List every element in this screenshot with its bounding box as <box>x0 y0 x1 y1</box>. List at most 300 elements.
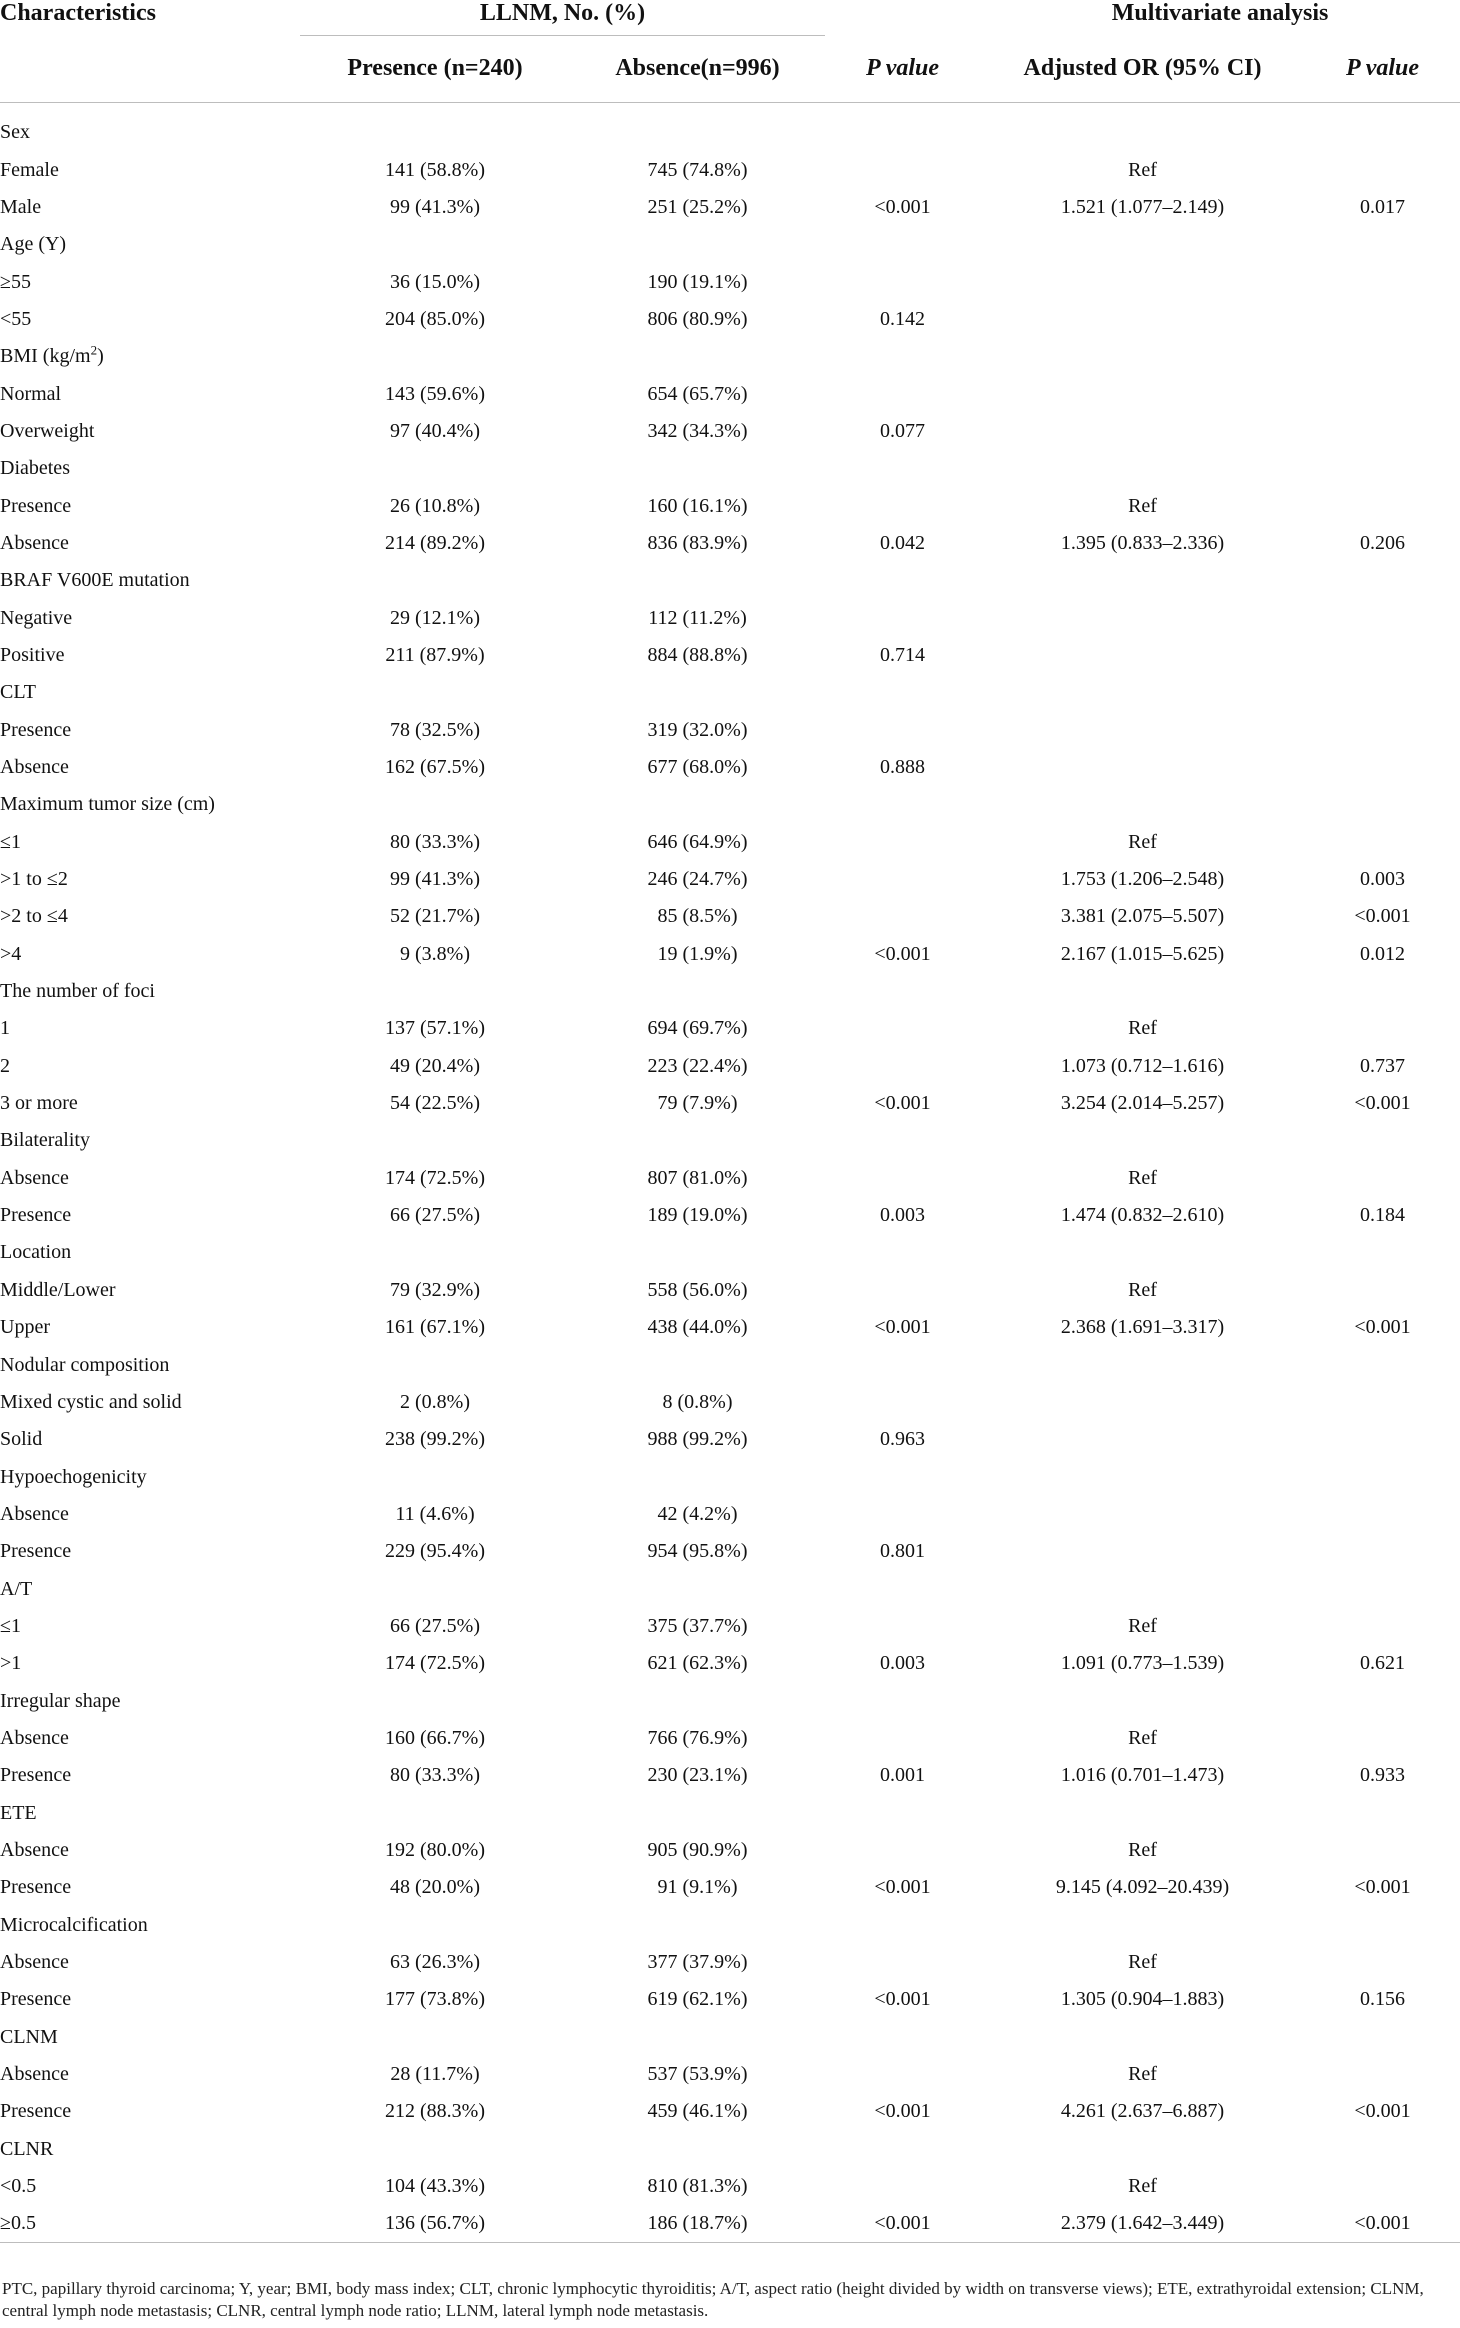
p-value-cell <box>825 2168 980 2205</box>
presence-cell: 11 (4.6%) <box>395 1502 475 1525</box>
absence-cell: 459 (46.1%) <box>647 2100 748 2123</box>
group-row <box>0 114 1460 151</box>
adjusted-or-cell: Ref <box>1128 2063 1157 2086</box>
adjusted-or-cell: Ref <box>1128 830 1157 853</box>
row-label: Presence <box>0 1204 72 1227</box>
p-value-cell: <0.001 <box>825 2205 980 2242</box>
table-row <box>0 861 1460 898</box>
adjusted-or-cell <box>980 301 1305 338</box>
adjusted-or-cell: Ref <box>1128 1726 1157 1749</box>
presence-cell: 229 (95.4%) <box>385 1540 485 1563</box>
multivariate-p-cell <box>1305 599 1460 636</box>
absence-cell: 251 (25.2%) <box>647 195 748 218</box>
row-label: Presence <box>0 718 72 741</box>
header-absence: Absence(n=996) <box>570 36 825 102</box>
group-label: CLNR <box>0 2137 54 2160</box>
p-value-cell <box>825 1384 980 1421</box>
p-value-cell <box>825 824 980 861</box>
p-value-cell: <0.001 <box>874 1876 931 1899</box>
group-row <box>0 226 1460 263</box>
row-label: 3 or more <box>0 1092 78 1115</box>
adjusted-or-cell <box>980 1496 1305 1533</box>
table-row <box>0 189 1460 226</box>
multivariate-p-cell: <0.001 <box>1354 2100 1411 2123</box>
group-row <box>0 2131 1460 2168</box>
adjusted-or-cell: Ref <box>1128 1614 1157 1637</box>
group-row <box>0 1346 1460 1383</box>
table-row <box>0 413 1460 450</box>
table-row <box>0 2093 1460 2130</box>
multivariate-p-cell <box>1305 1421 1460 1458</box>
row-label: Positive <box>0 643 65 666</box>
presence-cell: 66 (27.5%) <box>390 1614 480 1637</box>
presence-cell: 9 (3.8%) <box>400 942 470 965</box>
presence-cell: 79 (32.9%) <box>390 1278 480 1301</box>
absence-cell: 79 (7.9%) <box>657 1092 738 1115</box>
multivariate-p-cell: 0.933 <box>1360 1764 1406 1787</box>
group-row <box>0 338 1460 375</box>
multivariate-p-cell <box>1305 1608 1460 1645</box>
header-p-value-2: P value <box>1305 36 1460 102</box>
multivariate-p-cell <box>1305 263 1460 300</box>
table-row <box>0 525 1460 562</box>
multivariate-p-cell <box>1305 1944 1460 1981</box>
absence-cell: 190 (19.1%) <box>647 270 748 293</box>
table-row <box>0 824 1460 861</box>
p-value-cell <box>825 375 980 412</box>
absence-cell: 766 (76.9%) <box>647 1726 748 1749</box>
adjusted-or-cell <box>980 413 1305 450</box>
row-label: Absence <box>0 1951 69 1974</box>
table-row <box>0 1421 1460 1458</box>
p-value-cell <box>825 1832 980 1869</box>
row-label: ≥0.5 <box>0 2205 300 2242</box>
multivariate-p-cell <box>1305 1160 1460 1197</box>
absence-cell: 85 (8.5%) <box>657 905 738 928</box>
row-label: >2 to ≤4 <box>0 905 68 928</box>
table-row <box>0 1757 1460 1794</box>
presence-cell: 211 (87.9%) <box>385 643 485 666</box>
absence-cell: 646 (64.9%) <box>647 830 748 853</box>
presence-cell: 136 (56.7%) <box>300 2205 570 2242</box>
presence-cell: 212 (88.3%) <box>385 2100 485 2123</box>
group-label: Age (Y) <box>0 233 67 256</box>
adjusted-or-cell: 2.379 (1.642–3.449) <box>980 2205 1305 2242</box>
p-value-cell <box>825 151 980 188</box>
presence-cell: 80 (33.3%) <box>390 830 480 853</box>
p-value-cell <box>825 599 980 636</box>
presence-cell: 177 (73.8%) <box>385 1988 485 2011</box>
adjusted-or-cell <box>980 375 1305 412</box>
presence-cell: 66 (27.5%) <box>390 1204 480 1227</box>
group-label: BRAF V600E mutation <box>0 569 190 592</box>
table-row <box>0 1197 1460 1234</box>
adjusted-or-cell: 1.753 (1.206–2.548) <box>1060 868 1225 891</box>
row-label: Mixed cystic and solid <box>0 1390 182 1413</box>
multivariate-p-cell <box>1305 2056 1460 2093</box>
row-label: Male <box>0 195 42 218</box>
row-label: Solid <box>0 1428 43 1451</box>
presence-cell: 36 (15.0%) <box>390 270 480 293</box>
row-label: Female <box>0 158 59 181</box>
group-row <box>0 1234 1460 1271</box>
multivariate-p-cell <box>1305 487 1460 524</box>
table-row <box>0 1981 1460 2018</box>
row-label: Absence <box>0 1166 69 1189</box>
row-label: Absence <box>0 2063 69 2086</box>
absence-cell: 112 (11.2%) <box>648 606 747 629</box>
presence-cell: 192 (80.0%) <box>385 1838 485 1861</box>
multivariate-p-cell <box>1305 1496 1460 1533</box>
absence-cell: 189 (19.0%) <box>647 1204 748 1227</box>
presence-cell: 137 (57.1%) <box>385 1017 485 1040</box>
row-label: Normal <box>0 382 62 405</box>
group-label: Maximum tumor size (cm) <box>0 793 215 816</box>
p-value-cell <box>825 1944 980 1981</box>
row-label: Presence <box>0 494 72 517</box>
multivariate-p-cell <box>1305 1533 1460 1570</box>
group-label: The number of foci <box>0 980 155 1003</box>
absence-cell: 807 (81.0%) <box>647 1166 748 1189</box>
absence-cell: 91 (9.1%) <box>657 1876 738 1899</box>
table-footnote: PTC, papillary thyroid carcinoma; Y, year; BMI, body mass index; CLT, chronic lymphocytic thyroiditis; A/T, aspect ratio (height divided by width on transverse views); ETE, extrathyroidal extension; CLNM, central lymph node metastasis; CLNR, central lymph node ratio; LLNM, lateral lymph node metastasis. <box>2 2279 1424 2320</box>
group-label: Location <box>0 1241 72 1264</box>
table-row <box>0 1869 1460 1906</box>
absence-cell: 619 (62.1%) <box>647 1988 748 2011</box>
multivariate-p-cell <box>1305 749 1460 786</box>
table-row <box>0 1384 1460 1421</box>
table-row <box>0 749 1460 786</box>
header-p-value: P value <box>825 36 980 102</box>
row-label: Presence <box>0 1540 72 1563</box>
p-value-cell: 0.042 <box>880 531 926 554</box>
absence-cell: 223 (22.4%) <box>647 1054 748 1077</box>
multivariate-p-cell <box>1305 712 1460 749</box>
absence-cell: 745 (74.8%) <box>647 158 748 181</box>
presence-cell: 214 (89.2%) <box>385 531 485 554</box>
group-label: A/T <box>0 1577 33 1600</box>
table-row <box>0 1160 1460 1197</box>
presence-cell: 80 (33.3%) <box>390 1764 480 1787</box>
table-row <box>0 487 1460 524</box>
presence-cell: 49 (20.4%) <box>390 1054 480 1077</box>
presence-cell: 26 (10.8%) <box>390 494 480 517</box>
p-value-cell <box>825 1272 980 1309</box>
adjusted-or-cell: 1.305 (0.904–1.883) <box>1060 1988 1225 2011</box>
group-label: Nodular composition <box>0 1353 170 1376</box>
row-label: Absence <box>0 1502 69 1525</box>
adjusted-or-cell <box>980 263 1305 300</box>
adjusted-or-cell: 1.091 (0.773–1.539) <box>1060 1652 1225 1675</box>
multivariate-p-cell: <0.001 <box>1354 1876 1411 1899</box>
absence-cell: 377 (37.9%) <box>647 1951 748 1974</box>
adjusted-or-cell: Ref <box>1128 494 1157 517</box>
adjusted-or-cell <box>980 712 1305 749</box>
group-label: ETE <box>0 1801 37 1824</box>
header-multivariate: Multivariate analysis <box>1111 0 1329 26</box>
table-row <box>0 712 1460 749</box>
absence-cell: 954 (95.8%) <box>647 1540 748 1563</box>
row-label: Upper <box>0 1316 50 1339</box>
table-row <box>0 1645 1460 1682</box>
adjusted-or-cell: 1.073 (0.712–1.616) <box>1060 1054 1225 1077</box>
multivariate-p-cell <box>1305 301 1460 338</box>
row-label: <55 <box>0 307 32 330</box>
row-label: Presence <box>0 2100 72 2123</box>
table-row <box>0 898 1460 935</box>
absence-cell: 319 (32.0%) <box>647 718 748 741</box>
adjusted-or-cell: Ref <box>1128 158 1157 181</box>
group-row <box>0 1907 1460 1944</box>
p-value-cell <box>825 487 980 524</box>
multivariate-p-cell <box>1305 413 1460 450</box>
p-value-cell <box>825 1720 980 1757</box>
multivariate-p-cell: 0.003 <box>1360 868 1406 891</box>
row-label: ≤1 <box>0 1614 21 1637</box>
multivariate-p-cell <box>1305 1272 1460 1309</box>
presence-cell: 174 (72.5%) <box>385 1652 485 1675</box>
group-label: Microcalcification <box>0 1913 148 1936</box>
multivariate-p-cell <box>1305 824 1460 861</box>
absence-cell: 537 (53.9%) <box>647 2063 748 2086</box>
presence-cell: 141 (58.8%) <box>385 158 485 181</box>
group-row <box>0 1458 1460 1495</box>
header-llnm <box>300 0 825 36</box>
absence-cell: 160 (16.1%) <box>647 494 748 517</box>
adjusted-or-cell: 3.254 (2.014–5.257) <box>1060 1092 1225 1115</box>
adjusted-or-cell: 2.368 (1.691–3.317) <box>1060 1316 1225 1339</box>
multivariate-p-cell: 0.737 <box>1360 1054 1406 1077</box>
multivariate-p-cell: <0.001 <box>1354 905 1411 928</box>
adjusted-or-cell: Ref <box>1128 2175 1157 2198</box>
absence-cell: 438 (44.0%) <box>647 1316 748 1339</box>
p-value-cell: <0.001 <box>874 1092 931 1115</box>
adjusted-or-cell: Ref <box>1128 1017 1157 1040</box>
multivariate-p-cell: 0.012 <box>1360 942 1406 965</box>
group-label: CLT <box>0 681 36 704</box>
adjusted-or-cell: Ref <box>1128 1166 1157 1189</box>
multivariate-p-cell: <0.001 <box>1305 2205 1460 2242</box>
table-row <box>0 263 1460 300</box>
adjusted-or-cell: Ref <box>1128 1951 1157 1974</box>
table-row <box>0 1272 1460 1309</box>
multivariate-p-cell: <0.001 <box>1354 1316 1411 1339</box>
multivariate-p-cell <box>1305 1720 1460 1757</box>
presence-cell: 161 (67.1%) <box>385 1316 485 1339</box>
p-value-cell: 0.003 <box>880 1204 926 1227</box>
presence-cell: 104 (43.3%) <box>385 2175 485 2198</box>
table-row <box>0 1085 1460 1122</box>
multivariate-p-cell: 0.621 <box>1360 1652 1406 1675</box>
group-row <box>0 562 1460 599</box>
p-value-cell: 0.077 <box>880 419 926 442</box>
adjusted-or-cell: Ref <box>1128 1278 1157 1301</box>
group-row <box>0 1122 1460 1159</box>
multivariate-p-cell <box>1305 375 1460 412</box>
adjusted-or-cell: 1.395 (0.833–2.336) <box>1060 531 1225 554</box>
presence-cell: 204 (85.0%) <box>385 307 485 330</box>
adjusted-or-cell: 3.381 (2.075–5.507) <box>1060 905 1225 928</box>
row-label: >1 to ≤2 <box>0 868 68 891</box>
row-label: Middle/Lower <box>0 1278 116 1301</box>
row-label: Absence <box>0 531 69 554</box>
adjusted-or-cell <box>980 1533 1305 1570</box>
presence-cell: 29 (12.1%) <box>390 606 480 629</box>
presence-cell: 2 (0.8%) <box>400 1390 470 1413</box>
table-row <box>0 2056 1460 2093</box>
p-value-cell <box>825 263 980 300</box>
multivariate-p-cell: 0.206 <box>1360 531 1406 554</box>
header-presence: Presence (n=240) <box>300 36 570 102</box>
multivariate-p-cell <box>1305 151 1460 188</box>
multivariate-p-cell: <0.001 <box>1354 1092 1411 1115</box>
absence-cell: 246 (24.7%) <box>647 868 748 891</box>
presence-cell: 143 (59.6%) <box>385 382 485 405</box>
group-label: BMI $(kg/m^2)$ <box>0 342 104 368</box>
multivariate-p-cell: 0.156 <box>1360 1988 1406 2011</box>
table-row <box>0 1944 1460 1981</box>
absence-cell: 342 (34.3%) <box>647 419 748 442</box>
absence-cell: 230 (23.1%) <box>647 1764 748 1787</box>
presence-cell: 63 (26.3%) <box>390 1951 480 1974</box>
group-row <box>0 1570 1460 1607</box>
presence-cell: 54 (22.5%) <box>390 1092 480 1115</box>
presence-cell: 99 (41.3%) <box>390 195 480 218</box>
p-value-cell: <0.001 <box>874 942 931 965</box>
p-value-cell: <0.001 <box>874 1988 931 2011</box>
absence-cell: 654 (65.7%) <box>647 382 748 405</box>
multivariate-p-cell: 0.017 <box>1360 195 1406 218</box>
group-row <box>0 786 1460 823</box>
row-label: >4 <box>0 942 22 965</box>
table-row <box>0 1048 1460 1085</box>
adjusted-or-cell <box>980 637 1305 674</box>
presence-cell: 238 (99.2%) <box>385 1428 485 1451</box>
header-llnm-label: LLNM, No. (%) <box>479 0 646 26</box>
p-value-cell <box>825 1048 980 1085</box>
absence-cell: 186 (18.7%) <box>570 2205 825 2242</box>
adjusted-or-cell <box>980 1421 1305 1458</box>
table-row <box>0 2205 1460 2242</box>
absence-cell: 42 (4.2%) <box>657 1502 738 1525</box>
adjusted-or-cell <box>980 1384 1305 1421</box>
row-label: >1 <box>0 1652 22 1675</box>
row-label: Absence <box>0 1838 69 1861</box>
group-row <box>0 1682 1460 1719</box>
multivariate-p-cell: 0.184 <box>1360 1204 1406 1227</box>
multivariate-p-cell <box>1305 637 1460 674</box>
adjusted-or-cell: 2.167 (1.015–5.625) <box>1060 942 1225 965</box>
adjusted-or-cell <box>980 599 1305 636</box>
p-value-cell <box>825 1496 980 1533</box>
table-row <box>0 151 1460 188</box>
multivariate-p-cell <box>1305 1384 1460 1421</box>
adjusted-or-cell: 4.261 (2.637–6.887) <box>1060 2100 1225 2123</box>
multivariate-p-cell <box>1305 1010 1460 1047</box>
absence-cell: 884 (88.8%) <box>647 643 748 666</box>
row-label: Negative <box>0 606 73 629</box>
presence-cell: 78 (32.5%) <box>390 718 480 741</box>
table-row <box>0 1608 1460 1645</box>
row-label: Presence <box>0 1988 72 2011</box>
absence-cell: 8 (0.8%) <box>662 1390 733 1413</box>
table-row <box>0 1496 1460 1533</box>
adjusted-or-cell <box>980 749 1305 786</box>
multivariate-p-cell <box>1305 1832 1460 1869</box>
p-value-cell <box>825 712 980 749</box>
table-row <box>0 1309 1460 1346</box>
p-value-cell <box>825 1010 980 1047</box>
absence-cell: 677 (68.0%) <box>647 756 748 779</box>
absence-cell: 988 (99.2%) <box>647 1428 748 1451</box>
absence-cell: 558 (56.0%) <box>647 1278 748 1301</box>
absence-cell: 694 (69.7%) <box>647 1017 748 1040</box>
p-value-cell: 0.142 <box>880 307 926 330</box>
absence-cell: 375 (37.7%) <box>647 1614 748 1637</box>
p-value-cell: 0.963 <box>880 1428 926 1451</box>
p-value-cell <box>825 1160 980 1197</box>
p-value-cell: 0.714 <box>880 643 926 666</box>
table-row <box>0 301 1460 338</box>
table-row <box>0 1720 1460 1757</box>
row-label: ≤1 <box>0 830 21 853</box>
group-row <box>0 450 1460 487</box>
absence-cell: 810 (81.3%) <box>647 2175 748 2198</box>
p-value-cell: 0.001 <box>880 1764 926 1787</box>
p-value-cell: <0.001 <box>874 2100 931 2123</box>
table-row <box>0 1010 1460 1047</box>
adjusted-or-cell: 1.474 (0.832–2.610) <box>1060 1204 1225 1227</box>
absence-cell: 19 (1.9%) <box>657 942 738 965</box>
absence-cell: 905 (90.9%) <box>647 1838 748 1861</box>
presence-cell: 48 (20.0%) <box>390 1876 480 1899</box>
row-label: <0.5 <box>0 2175 37 2198</box>
table-row <box>0 599 1460 636</box>
group-row <box>0 2019 1460 2056</box>
group-label: Hypoechogenicity <box>0 1465 147 1488</box>
row-label: Absence <box>0 756 69 779</box>
presence-cell: 97 (40.4%) <box>390 419 480 442</box>
p-value-cell: 0.888 <box>880 756 926 779</box>
adjusted-or-cell: 1.016 (0.701–1.473) <box>1060 1764 1225 1787</box>
p-value-cell <box>825 898 980 935</box>
group-row <box>0 674 1460 711</box>
row-label: Presence <box>0 1876 72 1899</box>
table-row <box>0 375 1460 412</box>
row-label: 1 <box>0 1017 10 1040</box>
row-label: ≥55 <box>0 270 31 293</box>
p-value-cell <box>825 1608 980 1645</box>
group-label: CLNM <box>0 2025 58 2048</box>
presence-cell: 174 (72.5%) <box>385 1166 485 1189</box>
adjusted-or-cell: 9.145 (4.092–20.439) <box>1055 1876 1230 1899</box>
p-value-cell <box>825 2056 980 2093</box>
presence-cell: 162 (67.5%) <box>385 756 485 779</box>
adjusted-or-cell: Ref <box>1128 1838 1157 1861</box>
p-value-cell: <0.001 <box>874 1316 931 1339</box>
row-label: Overweight <box>0 419 95 442</box>
presence-cell: 52 (21.7%) <box>390 905 480 928</box>
group-label: Sex <box>0 121 30 144</box>
presence-cell: 99 (41.3%) <box>390 868 480 891</box>
group-row <box>0 1794 1460 1831</box>
presence-cell: 28 (11.7%) <box>390 2063 480 2086</box>
multivariate-p-cell <box>1305 2168 1460 2205</box>
adjusted-or-cell: 1.521 (1.077–2.149) <box>1060 195 1225 218</box>
absence-cell: 806 (80.9%) <box>647 307 748 330</box>
p-value-cell: <0.001 <box>874 195 931 218</box>
p-value-cell: 0.003 <box>880 1652 926 1675</box>
